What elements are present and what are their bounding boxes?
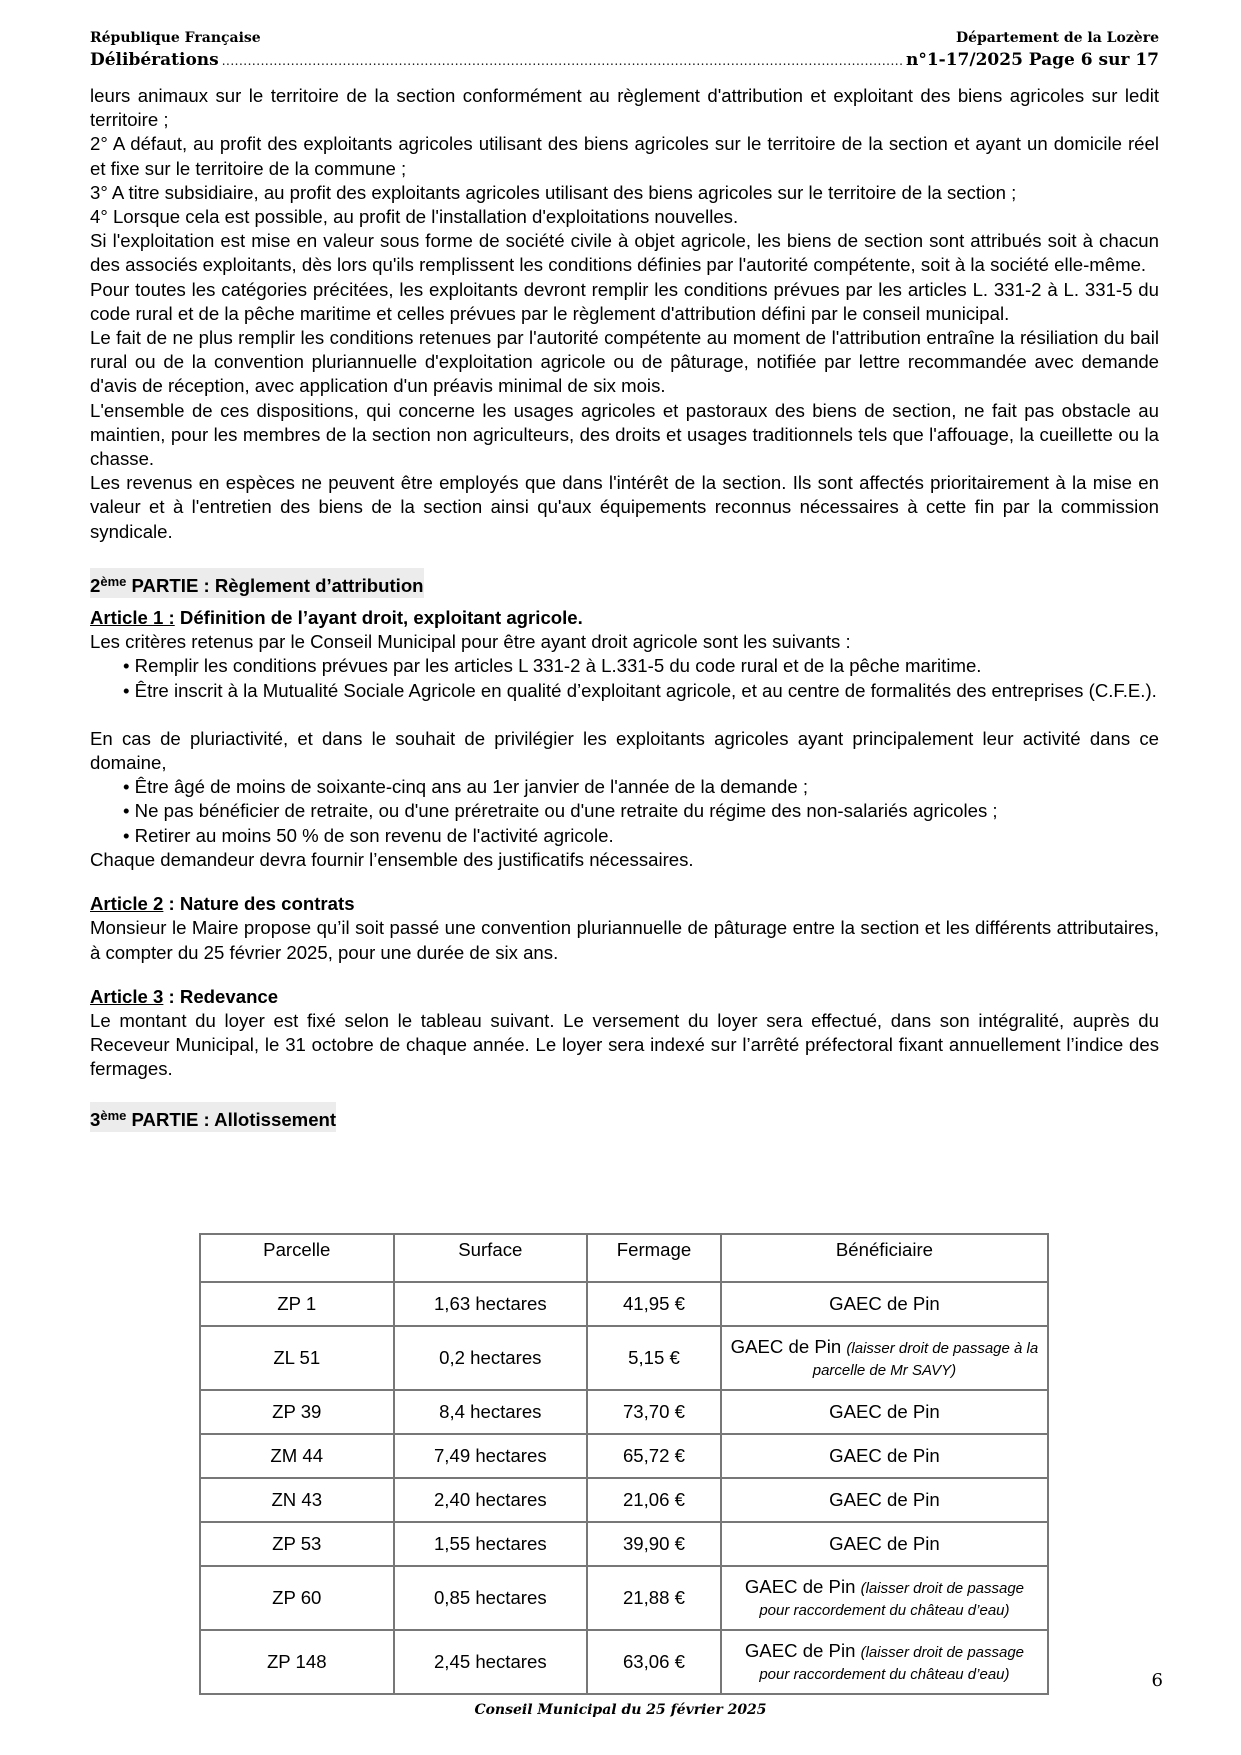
article-3-heading: Article 3 : Redevance — [90, 985, 279, 1007]
cell-surface: 0,2 hectares — [394, 1326, 588, 1390]
table-row — [200, 1434, 1048, 1478]
cell-beneficiaire: GAEC de Pin — [721, 1434, 1048, 1478]
column-header-parcelle: Parcelle — [200, 1234, 394, 1282]
section-heading-part-2: 2ème PARTIE : Règlement d’attribution — [90, 568, 424, 598]
cell-surface: 0,85 hectares — [394, 1566, 588, 1630]
column-header-fermage: Fermage — [587, 1234, 721, 1282]
cell-beneficiaire: GAEC de Pin — [721, 1522, 1048, 1566]
table-row — [200, 1390, 1048, 1434]
criteria-bullet: • Ne pas bénéficier de retraite, ou d'une préretraite ou d'une retraite du régime des non-salariés agricoles ; — [123, 800, 998, 822]
document-body — [90, 84, 1159, 1132]
paragraph: Si l'exploitation est mise en valeur sous forme de société civile à objet agricole, les biens de section sont attribués soit à chacun des associés exploitants, dès lors qu'ils remplissent les conditions définies par l'autorité compétente, soit à la société elle-même. — [90, 230, 1159, 276]
header-deliberations: Délibérations — [90, 50, 219, 70]
cell-surface: 1,63 hectares — [394, 1282, 588, 1326]
table-row — [200, 1566, 1048, 1630]
cell-surface: 2,40 hectares — [394, 1478, 588, 1522]
criteria-bullet: • Être inscrit à la Mutualité Sociale Agricole en qualité d’exploitant agricole, et au centre de formalités des entreprises (C.F.E.). — [123, 679, 1157, 701]
table-row — [200, 1282, 1048, 1326]
cell-fermage: 5,15 € — [587, 1326, 721, 1390]
pluriactivity-paragraph: En cas de pluriactivité, et dans le souhait de privilégier les exploitants agricoles ayant principalement leur activité dans ce domaine, — [90, 727, 1159, 774]
cell-beneficiaire: GAEC de Pin (laisser droit de passage pour raccordement du château d’eau) — [721, 1630, 1048, 1694]
cell-fermage: 65,72 € — [587, 1434, 721, 1478]
article-1-heading: Article 1 : Définition de l’ayant droit, exploitant agricole. — [90, 607, 583, 629]
article-2-heading: Article 2 : Nature des contrats — [90, 893, 355, 915]
cell-parcelle: ZL 51 — [200, 1326, 394, 1390]
cell-surface: 8,4 hectares — [394, 1390, 588, 1434]
cell-fermage: 73,70 € — [587, 1390, 721, 1434]
allotment-table — [199, 1233, 1049, 1695]
cell-note: (laisser droit de passage pour raccordement du château d’eau) — [759, 1580, 1025, 1619]
header-reference: n°1-17/2025 Page 6 sur 17 — [905, 50, 1159, 70]
cell-beneficiaire: GAEC de Pin — [721, 1390, 1048, 1434]
table-row — [200, 1326, 1048, 1390]
cell-fermage: 41,95 € — [587, 1282, 721, 1326]
cell-surface: 7,49 hectares — [394, 1434, 588, 1478]
cell-note: (laisser droit de passage pour raccordement du château d’eau) — [759, 1644, 1025, 1683]
criteria-bullet: • Remplir les conditions prévues par les articles L 331-2 à L.331-5 du code rural et de la pêche maritime. — [123, 655, 982, 677]
header-leader-dots — [222, 54, 903, 68]
cell-fermage: 21,06 € — [587, 1478, 721, 1522]
cell-parcelle: ZP 1 — [200, 1282, 394, 1326]
column-header-surface: Surface — [394, 1234, 588, 1282]
paragraph: 4° Lorsque cela est possible, au profit de l'installation d'exploitations nouvelles. — [90, 206, 739, 228]
cell-parcelle: ZP 148 — [200, 1630, 394, 1694]
cell-beneficiaire: GAEC de Pin (laisser droit de passage à la parcelle de Mr SAVY) — [721, 1326, 1048, 1390]
table-row — [200, 1522, 1048, 1566]
criteria-bullet: • Être âgé de moins de soixante-cinq ans au 1er janvier de l'année de la demande ; — [123, 776, 809, 798]
cell-surface: 1,55 hectares — [394, 1522, 588, 1566]
page-footer: Conseil Municipal du 25 février 2025 — [474, 1702, 767, 1718]
article-3-text: Le montant du loyer est fixé selon le tableau suivant. Le versement du loyer sera effectué, dans son intégralité, auprès du Receveur Municipal, le 31 octobre de chaque année. Le loyer sera indexé sur l’arrêté préfectoral fixant annuellement l’indice des fermages. — [90, 1009, 1159, 1080]
cell-note: (laisser droit de passage à la parcelle de Mr SAVY) — [812, 1340, 1039, 1379]
article-1-intro: Les critères retenus par le Conseil Municipal pour être ayant droit agricole sont les suivants : — [90, 631, 851, 653]
section-heading-part-3: 3ème PARTIE : Allotissement — [90, 1102, 336, 1132]
header-department: Département de la Lozère — [955, 30, 1159, 46]
header-deliberations-line — [90, 50, 1159, 70]
cell-fermage: 21,88 € — [587, 1566, 721, 1630]
table-row — [200, 1478, 1048, 1522]
cell-parcelle: ZP 53 — [200, 1522, 394, 1566]
paragraph: 3° A titre subsidiaire, au profit des exploitants agricoles utilisant des biens agricoles sur le territoire de la section ; — [90, 181, 1017, 203]
paragraph: L'ensemble de ces dispositions, qui concerne les usages agricoles et pastoraux des biens de section, ne fait pas obstacle au maintien, pour les membres de la section non agriculteurs, des droits et usages traditionnels tels que l'affouage, la cueillette ou la chasse. — [90, 399, 1159, 470]
cell-fermage: 39,90 € — [587, 1522, 721, 1566]
page-number: 6 — [1151, 1670, 1163, 1691]
header-country: République Française — [90, 30, 261, 46]
paragraph: 2° A défaut, au profit des exploitants agricoles utilisant des biens agricoles sur le territoire de la section et ayant un domicile réel et fixe sur le territoire de la commune ; — [90, 133, 1159, 179]
table-row — [200, 1630, 1048, 1694]
table-header-row — [200, 1234, 1048, 1282]
cell-parcelle: ZM 44 — [200, 1434, 394, 1478]
cell-beneficiaire: GAEC de Pin (laisser droit de passage pour raccordement du château d’eau) — [721, 1566, 1048, 1630]
cell-beneficiaire: GAEC de Pin — [721, 1478, 1048, 1522]
cell-parcelle: ZN 43 — [200, 1478, 394, 1522]
article-1-closing: Chaque demandeur devra fournir l’ensemble des justificatifs nécessaires. — [90, 848, 694, 870]
paragraph: Pour toutes les catégories précitées, les exploitants devront remplir les conditions prévues par les articles L. 331-2 à L. 331-5 du code rural et de la pêche maritime et celles prévues par le règlement d'attribution défini par le conseil municipal. — [90, 278, 1159, 324]
cell-parcelle: ZP 39 — [200, 1390, 394, 1434]
cell-beneficiaire: GAEC de Pin — [721, 1282, 1048, 1326]
cell-surface: 2,45 hectares — [394, 1630, 588, 1694]
paragraph: leurs animaux sur le territoire de la section conformément au règlement d'attribution et exploitant des biens agricoles sur ledit territoire ; — [90, 85, 1159, 131]
paragraph: Les revenus en espèces ne peuvent être employés que dans l'intérêt de la section. Ils sont affectés prioritairement à la mise en valeur et à l'entretien des biens de la section ainsi qu'aux équipements reconnus nécessaires à cette fin par la commission syndicale. — [90, 472, 1159, 542]
column-header-beneficiaire: Bénéficiaire — [721, 1234, 1048, 1282]
criteria-bullet: • Retirer au moins 50 % de son revenu de l'activité agricole. — [123, 824, 614, 846]
cell-fermage: 63,06 € — [587, 1630, 721, 1694]
article-2-text: Monsieur le Maire propose qu’il soit passé une convention pluriannuelle de pâturage entre la section et les différents attributaires, à compter du 25 février 2025, pour une durée de six ans. — [90, 917, 1159, 963]
paragraph: Le fait de ne plus remplir les conditions retenues par l'autorité compétente au moment de l'attribution entraîne la résiliation du bail rural ou de la convention pluriannuelle d'exploitation agricole ou de pâturage, notifiée par lettre recommandée avec demande d'avis de réception, avec application d'un préavis minimal de six mois. — [90, 327, 1159, 397]
cell-parcelle: ZP 60 — [200, 1566, 394, 1630]
